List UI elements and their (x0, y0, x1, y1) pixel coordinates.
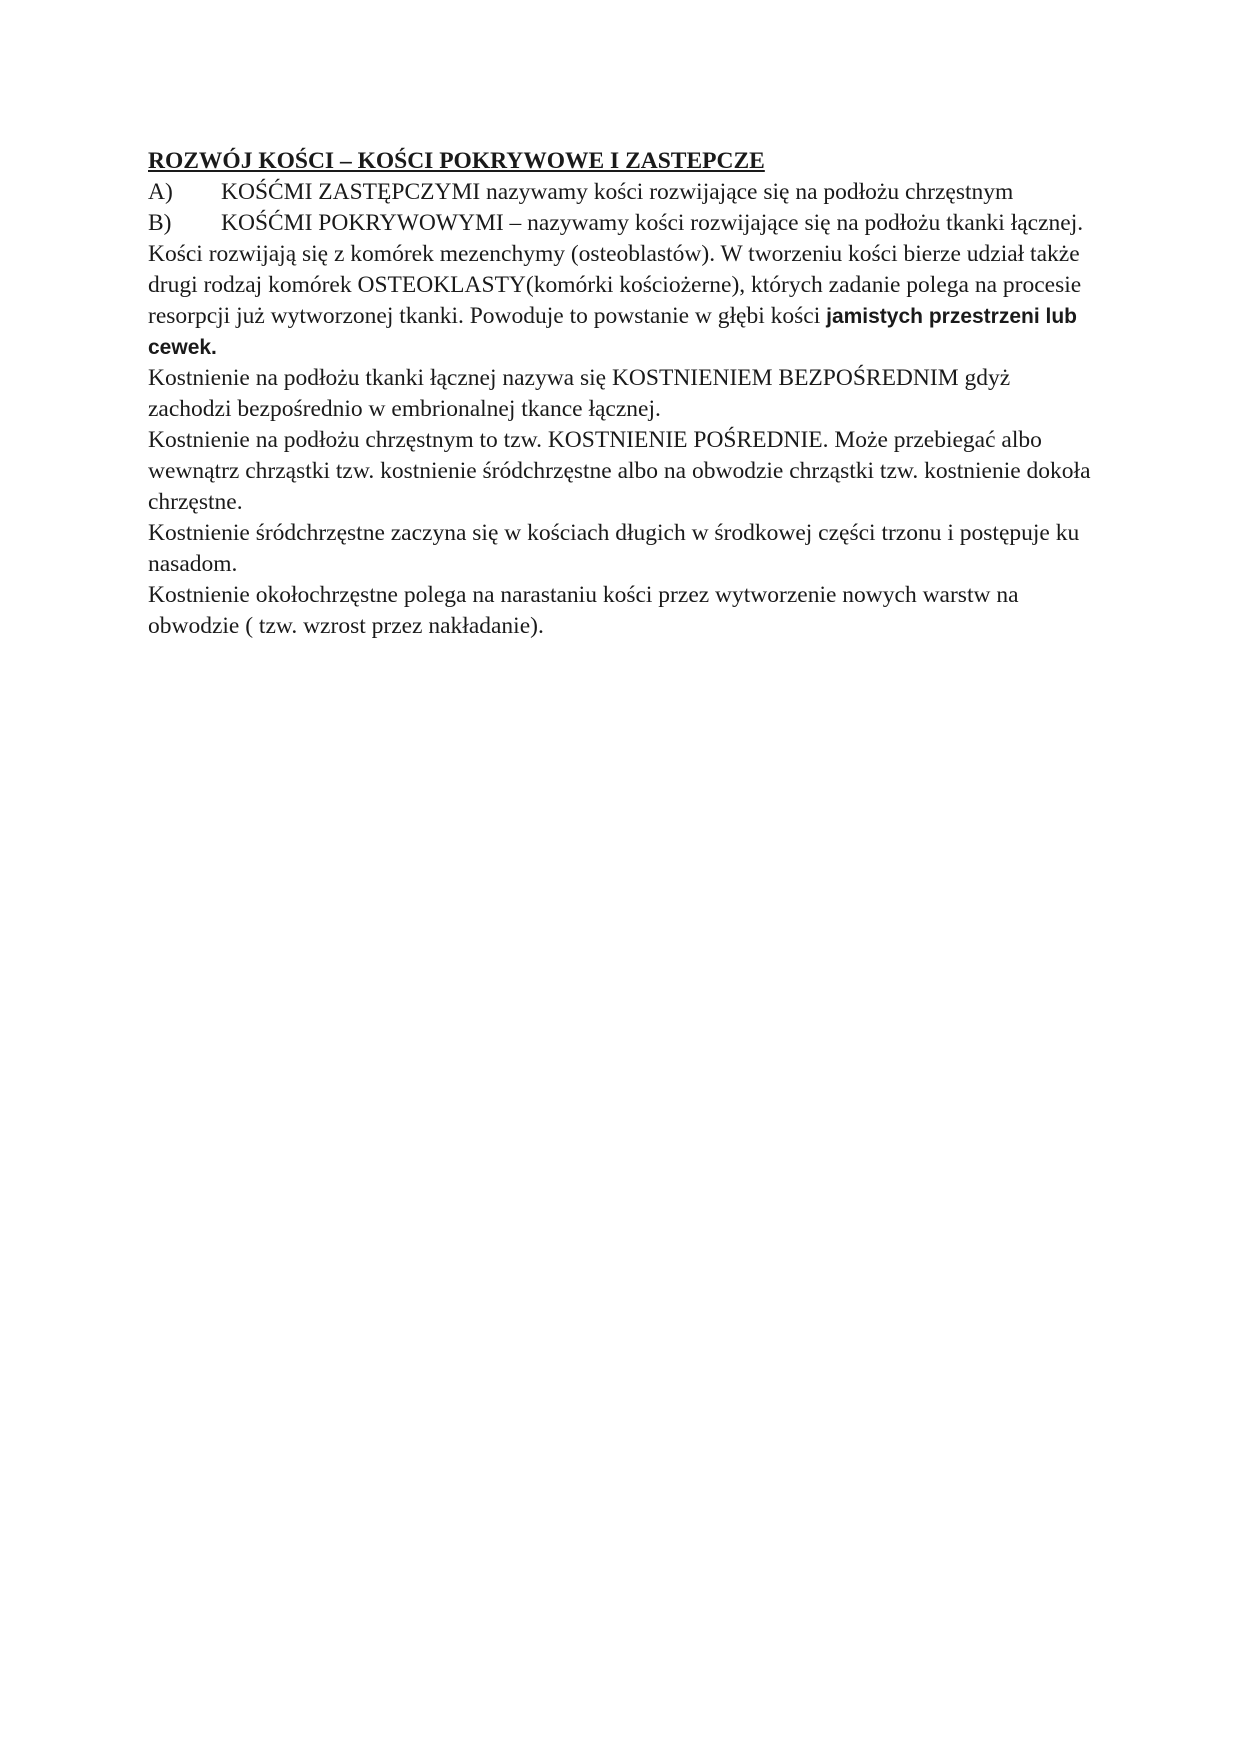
paragraph-direct-ossification: Kostnienie na podłożu tkanki łącznej nazywa się KOSTNIENIEM BEZPOŚREDNIM gdyż zachodzi bezpośrednio w embrionalnej tkance łącznej. (148, 365, 1011, 422)
document-body (148, 146, 1093, 642)
list-text-a: KOŚĆMI ZASTĘPCZYMI nazywamy kości rozwijające się na podłożu chrzęstnym (221, 179, 1014, 205)
paragraph-osteoclasts-bold: jamistych przestrzeni lub cewek. (148, 305, 1078, 359)
list-marker-a: A) (148, 179, 173, 205)
list-text-b: KOŚĆMI POKRYWOWYMI – nazywamy kości rozwijające się na podłożu tkanki łącznej. (221, 210, 1084, 236)
list-item-b (148, 208, 1093, 239)
paragraph-perichondral: Kostnienie okołochrzęstne polega na narastaniu kości przez wytworzenie nowych warstw na obwodzie ( tzw. wzrost przez nakładanie). (148, 582, 1019, 639)
paragraph-osteoclasts (148, 239, 1093, 363)
list-item-a (148, 177, 1093, 208)
list-marker-b: B) (148, 210, 172, 236)
paragraph-endochondral: Kostnienie śródchrzęstne zaczyna się w kościach długich w środkowej części trzonu i postępuje ku nasadom. (148, 520, 1080, 577)
document-title: ROZWÓJ KOŚCI – KOŚCI POKRYWOWE I ZASTEPCZE (148, 148, 765, 174)
paragraph-indirect-ossification: Kostnienie na podłożu chrzęstnym to tzw. KOSTNIENIE POŚREDNIE. Może przebiegać albo wewnątrz chrząstki tzw. kostnienie śródchrzęstne albo na obwodzie chrząstki tzw. kostnienie dokoła chrzęstne. (148, 427, 1091, 515)
paragraph-osteoclasts-text: Kości rozwijają się z komórek mezenchymy (osteoblastów). W tworzeniu kości bierze udział także drugi rodzaj komórek OSTEOKLASTY(komórki kościożerne), których zadanie polega na procesie resorpcji już wytworzonej tkanki. Powoduje to powstanie w głębi kości (148, 241, 1082, 329)
